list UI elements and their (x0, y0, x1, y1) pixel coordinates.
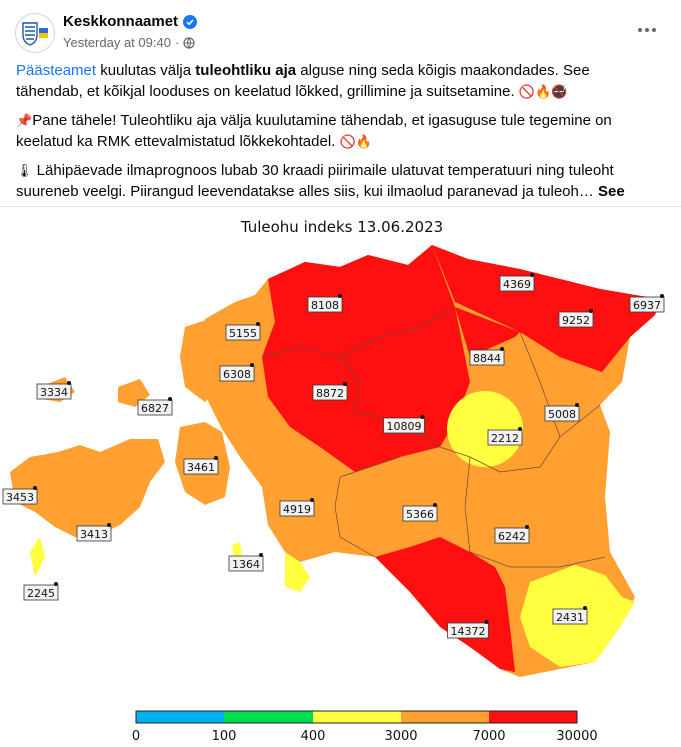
station-dot (338, 294, 342, 298)
legend-colorbar (136, 711, 577, 723)
fire-emoji-icon: 🔥 (355, 134, 372, 149)
station-label (226, 322, 260, 340)
thermometer-emoji-icon: 🌡 (16, 163, 33, 178)
station-dot (259, 553, 263, 557)
station-dot (168, 397, 172, 401)
station-label (37, 381, 71, 399)
station-label (280, 498, 314, 516)
station-value: 2431 (556, 611, 584, 624)
station-value: 6827 (141, 402, 169, 415)
station-dot (530, 273, 534, 277)
station-dot (214, 456, 218, 460)
station-dot (343, 382, 347, 386)
legend-swatch-yellow (313, 711, 401, 723)
station-label (313, 382, 347, 400)
island-ruhnu (30, 537, 45, 577)
station-value: 3453 (6, 491, 34, 504)
station-dot (33, 486, 37, 490)
station-value: 8872 (316, 387, 344, 400)
station-label (77, 523, 111, 541)
station-value: 2245 (27, 587, 55, 600)
more-options-button[interactable] (633, 18, 661, 42)
station-value: 6308 (223, 368, 251, 381)
globe-icon (183, 37, 195, 49)
station-label (220, 363, 254, 381)
page-name[interactable]: Keskkonnaamet (63, 13, 179, 30)
station-label (3, 486, 37, 504)
legend-tick-label: 400 (300, 729, 326, 742)
station-dot (310, 498, 314, 502)
estonia-coat-of-arms-logo (16, 14, 54, 52)
paragraph-2: 📌Pane tähele! Tuleohtliku aja välja kuulutamine tähendab, et igasuguse tule tegemine on keelatud ka RMK ettevalmistatud lõkkekohtadel. 🚫🔥 (16, 112, 612, 150)
station-label (553, 606, 587, 624)
pushpin-emoji-icon: 📌 (16, 113, 33, 128)
station-value: 3334 (40, 386, 68, 399)
station-label (24, 582, 58, 600)
station-value: 6242 (498, 530, 526, 543)
paasteamet-link[interactable]: Päästeamet (16, 62, 97, 79)
station-dot (433, 503, 437, 507)
station-value: 2212 (491, 432, 519, 445)
station-value: 3461 (187, 461, 215, 474)
fire-emoji-icon: 🔥 (534, 84, 552, 99)
legend-tick-label: 100 (211, 729, 237, 742)
prohibited-emoji-icon: 🚫 (339, 134, 356, 149)
station-dot (518, 427, 522, 431)
legend-swatch-red (489, 711, 577, 723)
station-label (184, 456, 218, 474)
paragraph-3: 🌡 Lähipäevade ilmaprognoos lubab 30 kraadi piirimaile ulatuvat temperatuuri ning tuleoht suureneb veelgi. Piirangud leevendatakse alles siis, kui ilmaolud paranevad ja tuleoh… See (16, 160, 656, 223)
legend-tick-label: 7000 (472, 729, 506, 742)
station-value: 3413 (80, 528, 108, 541)
station-label (559, 309, 593, 327)
station-label (403, 503, 437, 521)
station-dot (250, 363, 254, 367)
page-avatar[interactable] (15, 13, 55, 53)
station-value: 5008 (548, 408, 576, 421)
prohibited-emoji-icon: 🚫 (518, 84, 535, 99)
station-value: 10809 (386, 420, 422, 433)
station-dot (525, 525, 529, 529)
station-label (488, 427, 522, 445)
station-value: 4369 (503, 278, 531, 291)
verified-badge-icon (183, 15, 197, 29)
station-label (500, 273, 534, 291)
post-header (0, 0, 681, 60)
legend-swatch-orange (401, 711, 489, 723)
separator-dot: · (174, 35, 180, 50)
station-label (384, 415, 425, 433)
station-label (229, 553, 263, 571)
station-label (138, 397, 172, 415)
station-value: 14372 (450, 625, 486, 638)
station-value: 5155 (229, 327, 257, 340)
fire-index-map (0, 207, 681, 742)
station-label (448, 620, 489, 638)
station-dot (256, 322, 260, 326)
see-more-button[interactable]: See (598, 183, 625, 200)
station-label (545, 403, 579, 421)
legend-swatch-green (224, 711, 313, 723)
station-value: 4919 (283, 503, 311, 516)
station-label (308, 294, 342, 312)
legend-tick-label: 0 (131, 729, 141, 742)
legend-tick-label: 3000 (384, 729, 418, 742)
station-value: 6937 (633, 299, 661, 312)
station-dot (485, 620, 489, 624)
post-timestamp[interactable]: Yesterday at 09:40 (63, 35, 171, 50)
legend-tick-labels (132, 729, 598, 742)
station-dot (660, 294, 664, 298)
station-dot (54, 582, 58, 586)
station-label (495, 525, 529, 543)
station-label (630, 294, 664, 312)
legend-swatch-blue (136, 711, 224, 723)
fire-index-map-image[interactable] (0, 206, 681, 742)
paragraph-1: Päästeamet kuulutas välja tuleohtliku aja alguse ning seda kõigis maakondades. See tähendab, et kõikjal looduses on keelatud lõkked, grillimine ja suitsetamine. 🚫🔥🚭 (16, 62, 590, 100)
station-value: 8844 (473, 352, 501, 365)
station-value: 5366 (406, 508, 434, 521)
station-dot (421, 415, 425, 419)
station-dot (589, 309, 593, 313)
station-dot (107, 523, 111, 527)
map-title: Tuleohu indeks 13.06.2023 (240, 218, 444, 236)
station-value: 8108 (311, 299, 339, 312)
station-value: 9252 (562, 314, 590, 327)
station-dot (583, 606, 587, 610)
yellow-zone-east (447, 391, 523, 467)
no-smoking-emoji-icon: 🚭 (551, 84, 568, 99)
station-dot (500, 347, 504, 351)
station-label (470, 347, 504, 365)
station-value: 1364 (232, 558, 260, 571)
station-dot (67, 381, 71, 385)
station-dot (575, 403, 579, 407)
legend-tick-label: 30000 (556, 729, 598, 742)
